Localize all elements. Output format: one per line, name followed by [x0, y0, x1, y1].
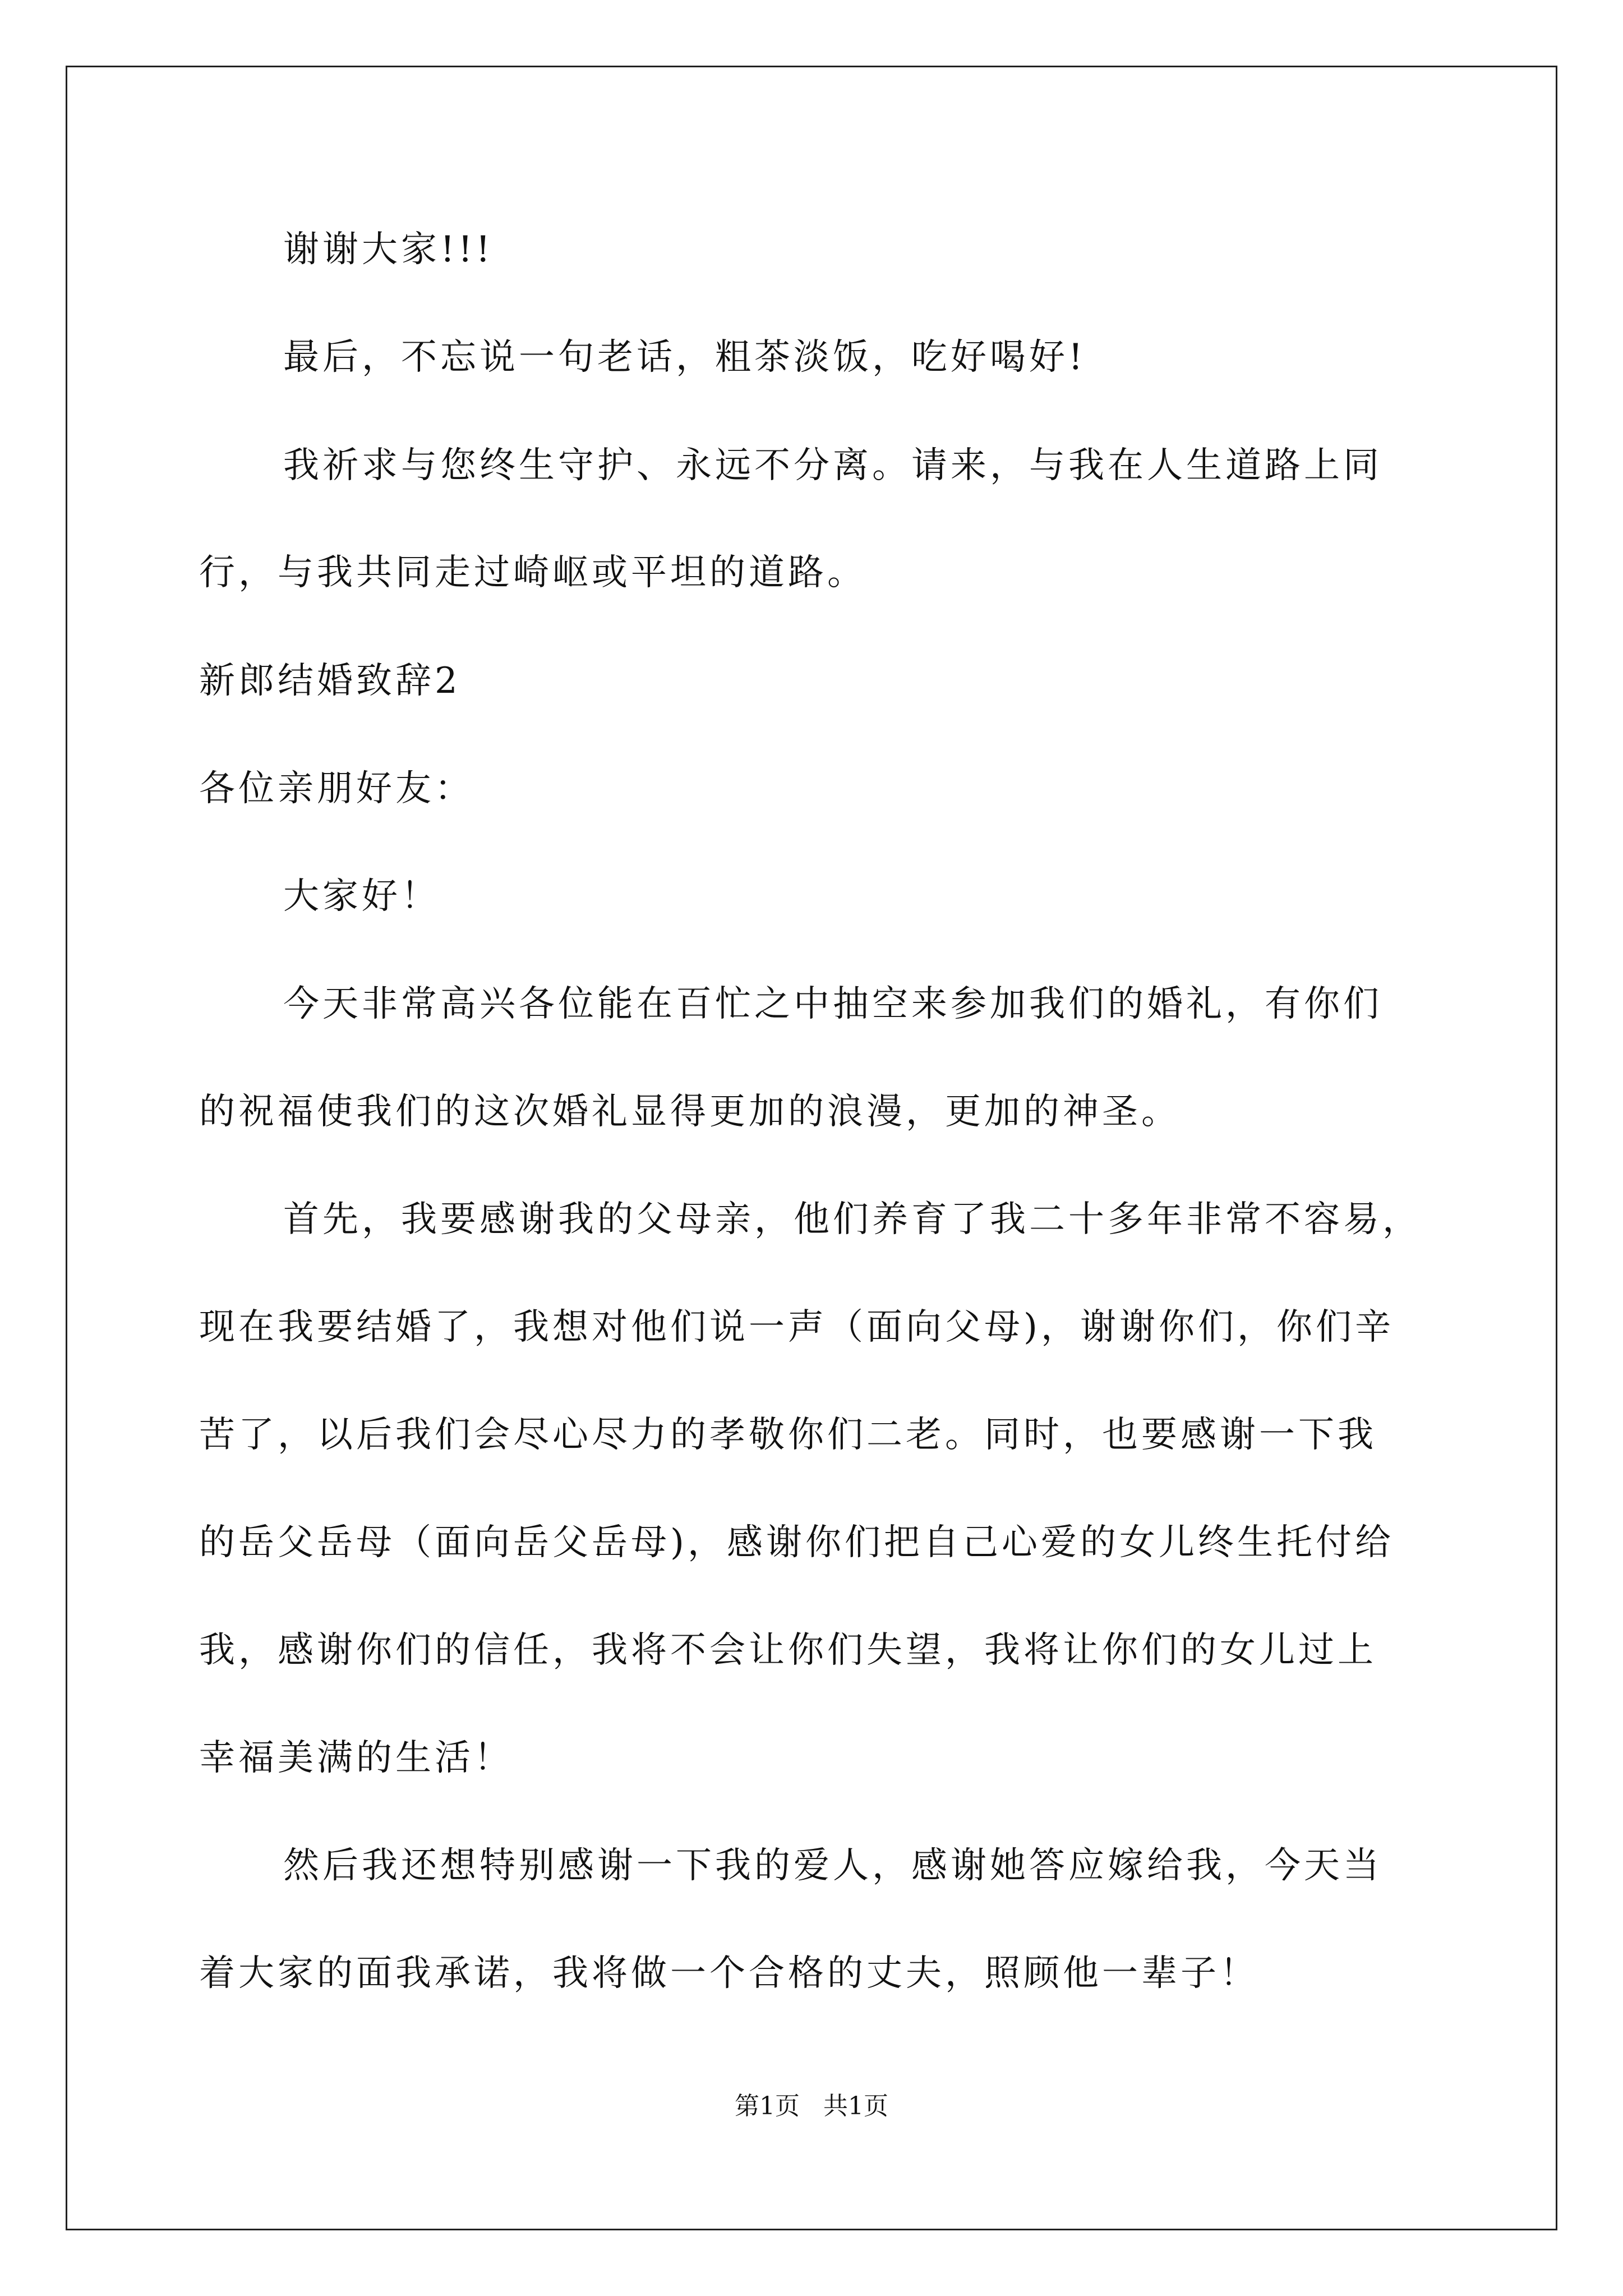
text-line: 今天非常高兴各位能在百忙之中抽空来参加我们的婚礼，有你们: [283, 983, 1382, 1025]
text-line: 的祝福使我们的这次婚礼显得更加的浪漫，更加的神圣。: [199, 1091, 1181, 1133]
page-number-footer: 第1页 共1页: [735, 2092, 888, 2120]
text-line: 幸福美满的生活！: [199, 1737, 513, 1779]
text-line: 大家好！: [283, 876, 440, 917]
text-line: 我，感谢你们的信任，我将不会让你们失望，我将让你们的女儿过上: [199, 1630, 1377, 1671]
text-line: 然后我还想特别感谢一下我的爱人，感谢她答应嫁给我，今天当: [283, 1845, 1382, 1887]
section-heading: 新郎结婚致辞2: [199, 660, 461, 702]
page-border: [66, 66, 1557, 2230]
text-line: 行，与我共同走过崎岖或平坦的道路。: [199, 552, 866, 593]
text-line: 首先，我要感谢我的父母亲，他们养育了我二十多年非常不容易，: [283, 1199, 1422, 1240]
text-line: 的岳父岳母（面向岳父岳母)，感谢你们把自己心爱的女儿终生托付给: [199, 1522, 1394, 1563]
text-line: 最后，不忘说一句老话，粗茶淡饭，吃好喝好!: [283, 337, 1086, 378]
text-line: 谢谢大家!!!: [283, 229, 494, 270]
text-line: 苦了，以后我们会尽心尽力的孝敬你们二老。同时，也要感谢一下我: [199, 1414, 1377, 1456]
salutation: 各位亲朋好友：: [199, 768, 474, 809]
text-line: 我祈求与您终生守护、永远不分离。请来，与我在人生道路上同: [283, 445, 1382, 486]
text-line: 现在我要结婚了，我想对他们说一声（面向父母)，谢谢你们，你们辛: [199, 1306, 1394, 1348]
text-line: 着大家的面我承诺，我将做一个合格的丈夫，照顾他一辈子！: [199, 1953, 1259, 1994]
